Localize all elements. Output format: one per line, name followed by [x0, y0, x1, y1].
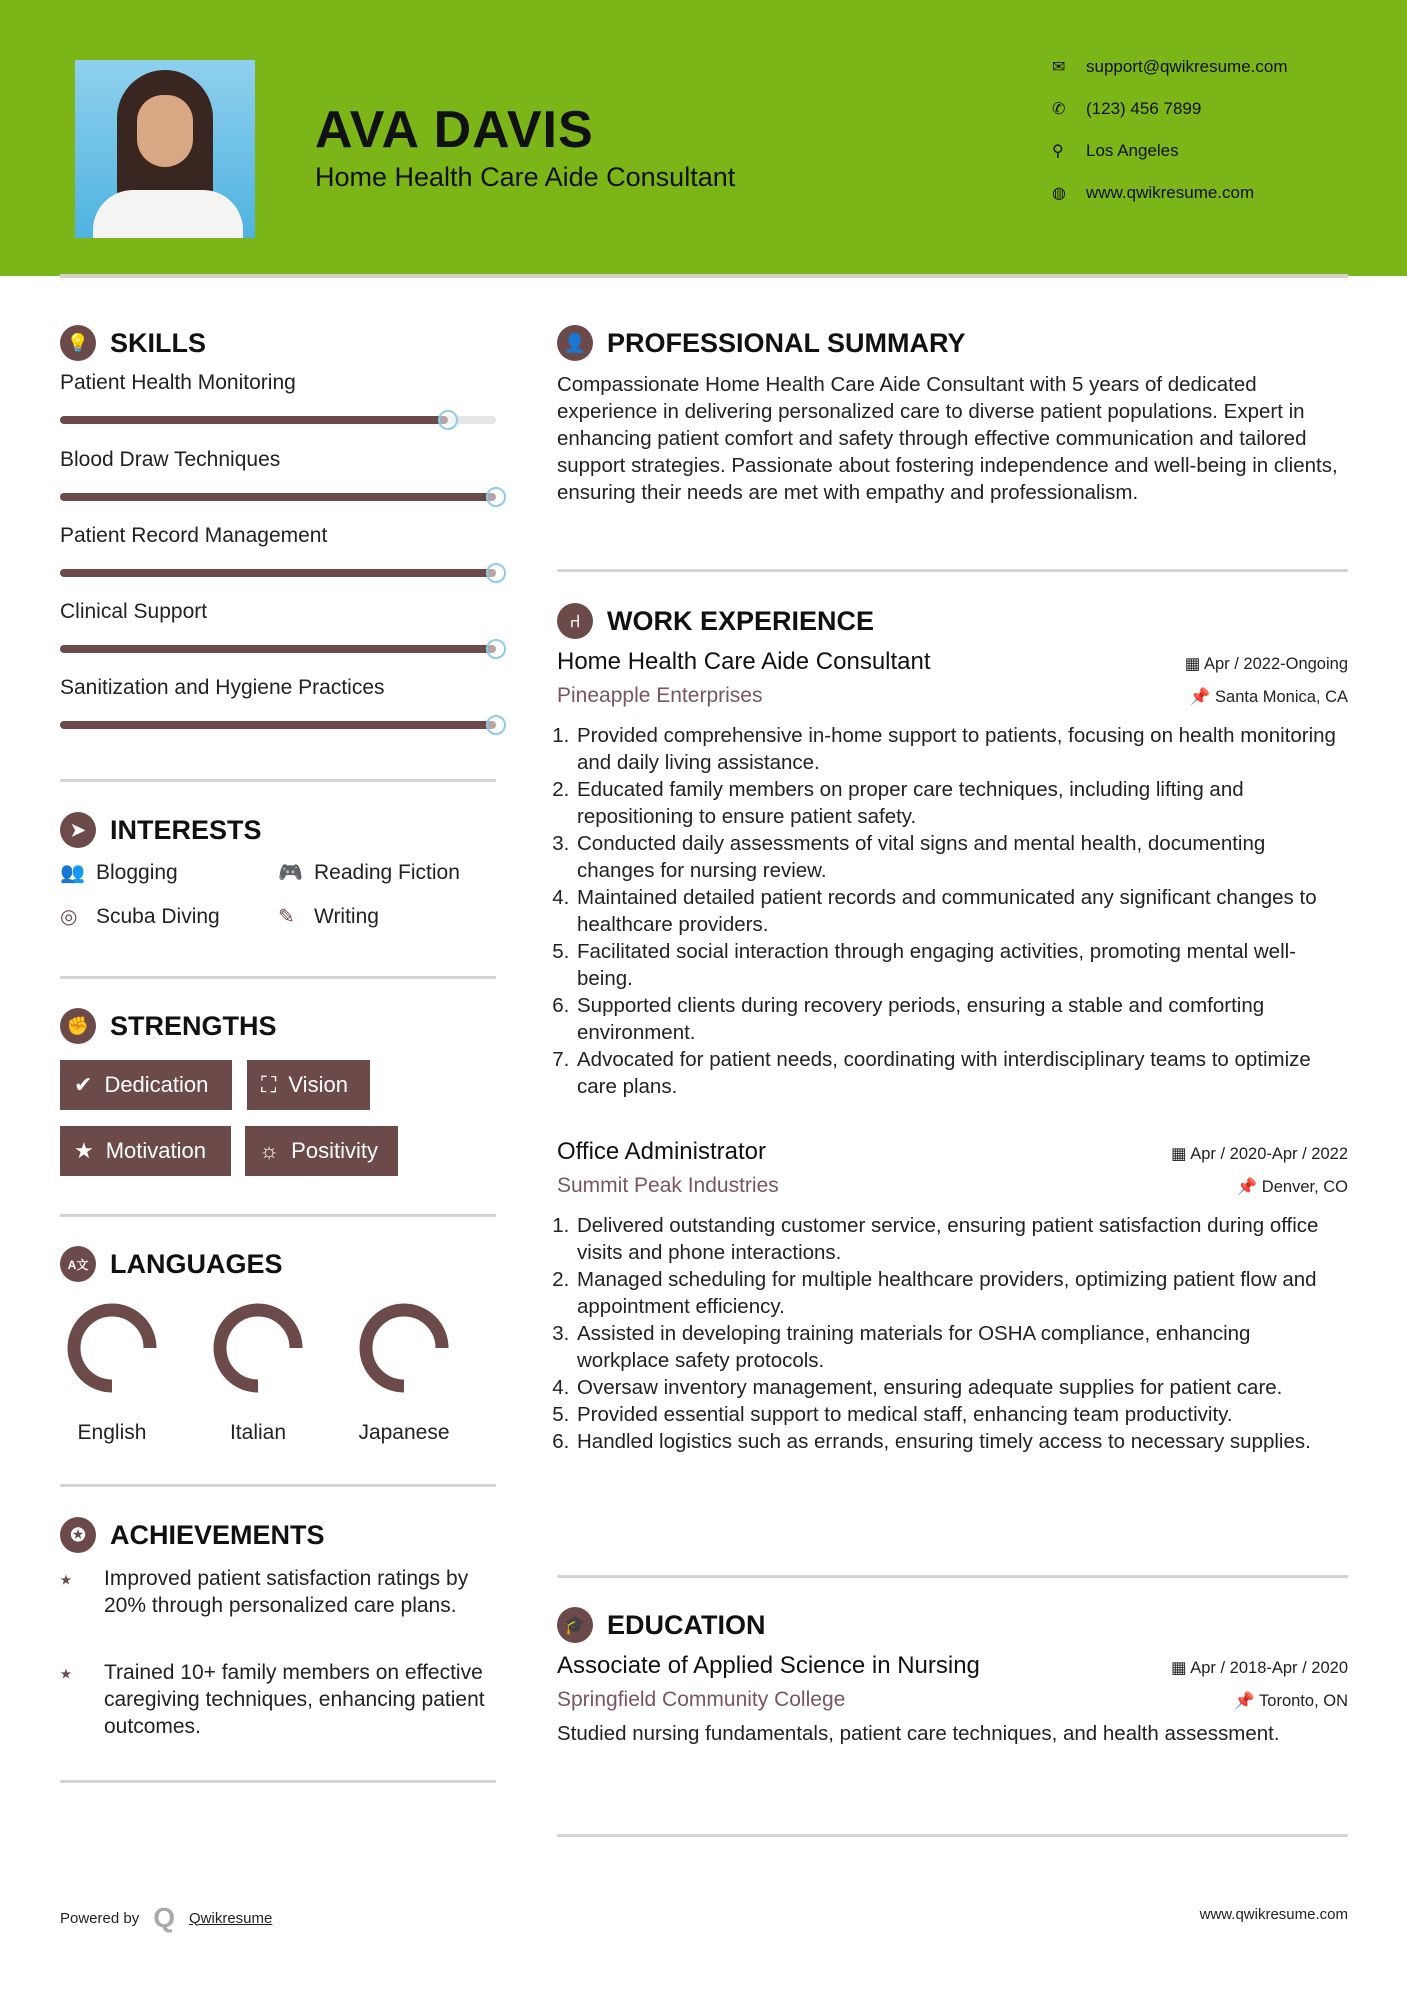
interest-item — [60, 904, 220, 929]
user-icon: 👤 — [557, 325, 593, 361]
divider — [60, 976, 496, 979]
powered-by-text: Powered by — [60, 1909, 140, 1927]
envelope-icon: ✉ — [1052, 59, 1066, 76]
language-ring — [52, 1298, 172, 1398]
footer-powered-by — [60, 1902, 272, 1934]
strength-label: Motivation — [105, 1138, 207, 1163]
skill-bar[interactable] — [60, 416, 496, 424]
bullet-item: 3. Assisted in developing training materials for OSHA compliance, enhancing workplace safety protocols. — [575, 1320, 1348, 1374]
qwikresume-logo-icon: Q — [153, 1902, 175, 1933]
footer-website[interactable]: www.qwikresume.com — [1199, 1906, 1348, 1923]
strength-badge — [60, 1126, 231, 1176]
interest-item — [278, 904, 379, 929]
check-circle-icon: ✔ — [74, 1072, 93, 1097]
bullet-item: 4. Maintained detailed patient records and communicated any significant changes to healthcare providers. — [575, 884, 1348, 938]
job-location — [1237, 1178, 1348, 1197]
heading-text: SKILLS — [110, 327, 207, 358]
job-location — [1190, 688, 1348, 707]
skill-bar-knob[interactable] — [486, 715, 506, 735]
job-bullets — [557, 1212, 1348, 1455]
degree-title: Associate of Applied Science in Nursing — [557, 1652, 980, 1679]
bullet-item: 4. Oversaw inventory management, ensuring adequate supplies for patient care. — [575, 1374, 1348, 1401]
language-item — [52, 1298, 172, 1445]
calendar-icon: ▦ — [1170, 1659, 1191, 1677]
bullet-item: 6. Supported clients during recovery periods, ensuring a stable and comforting environment. — [575, 992, 1348, 1046]
heading-text: WORK EXPERIENCE — [607, 605, 875, 636]
achievement-item — [60, 1659, 500, 1740]
contact-text: support@qwikresume.com — [1086, 57, 1288, 76]
language-ring — [198, 1298, 318, 1398]
achievement-text: Trained 10+ family members on effective caregiving techniques, enhancing patient outcomes. — [104, 1661, 485, 1738]
skill-bar-fill — [60, 569, 496, 577]
pushpin-icon: 📌 — [1236, 1178, 1262, 1196]
strength-label: Dedication — [104, 1072, 209, 1097]
dates-text: Apr / 2018-Apr / 2020 — [1190, 1659, 1348, 1677]
divider — [60, 1484, 496, 1487]
brand-link[interactable]: Qwikresume — [189, 1909, 273, 1927]
bullet-item: 2. Managed scheduling for multiple healthcare providers, optimizing patient flow and appointment efficiency. — [575, 1266, 1348, 1320]
heading-text: STRENGTHS — [110, 1010, 277, 1041]
bullet-item: 2. Educated family members on proper care techniques, including lifting and repositioning to ensure patient safety. — [575, 776, 1348, 830]
candidate-name: AVA DAVIS — [315, 101, 594, 159]
header-divider — [60, 274, 1348, 278]
divider — [60, 1780, 496, 1783]
skill-bar-fill — [60, 416, 448, 424]
company-name: Summit Peak Industries — [557, 1174, 779, 1197]
dates-text: Apr / 2022-Ongoing — [1203, 655, 1348, 673]
globe-icon: ◍ — [1052, 185, 1066, 202]
pencil-icon: ✎ — [278, 906, 295, 928]
achievement-text: Improved patient satisfaction ratings by 20% through personalized care plans. — [104, 1567, 469, 1617]
skills-heading — [60, 325, 206, 361]
interest-label: Scuba Diving — [96, 904, 220, 928]
map-pin-icon: ⚲ — [1052, 143, 1064, 160]
education-location — [1234, 1692, 1348, 1711]
job-dates — [1185, 654, 1348, 674]
skill-label: Patient Health Monitoring — [60, 371, 296, 394]
heading-text: ACHIEVEMENTS — [110, 1519, 325, 1550]
skill-label: Patient Record Management — [60, 524, 328, 547]
job-dates — [1171, 1144, 1348, 1164]
calendar-icon: ▦ — [1184, 655, 1204, 673]
heading-text: EDUCATION — [607, 1609, 766, 1640]
strength-badge — [245, 1126, 398, 1176]
skill-bar[interactable] — [60, 721, 496, 729]
interests-heading — [60, 812, 262, 848]
skill-bar[interactable] — [60, 645, 496, 653]
award-star-icon: ✪ — [60, 1517, 96, 1553]
contact-email[interactable] — [1052, 57, 1288, 77]
strength-badge — [247, 1060, 370, 1110]
profile-photo — [75, 60, 255, 238]
star-icon: ★ — [74, 1138, 94, 1163]
experience-heading — [557, 603, 874, 639]
bullet-item: 6. Handled logistics such as errands, ensuring timely access to necessary supplies. — [575, 1428, 1348, 1455]
language-icon: A文 — [60, 1246, 96, 1282]
contact-website[interactable] — [1052, 183, 1254, 203]
interest-label: Writing — [314, 904, 379, 928]
achievements-heading — [60, 1517, 325, 1553]
stars-icon: ⭑ — [60, 1660, 72, 1685]
contact-phone[interactable] — [1052, 99, 1201, 119]
company-name: Pineapple Enterprises — [557, 684, 763, 707]
skill-label: Sanitization and Hygiene Practices — [60, 676, 385, 699]
education-entry — [557, 1652, 1348, 1747]
fist-icon: ✊ — [60, 1008, 96, 1044]
achievement-item — [60, 1565, 500, 1619]
divider — [557, 1834, 1348, 1837]
education-heading — [557, 1607, 766, 1643]
contact-text: www.qwikresume.com — [1086, 183, 1255, 202]
bullet-item: 5. Provided essential support to medical staff, enhancing team productivity. — [575, 1401, 1348, 1428]
sun-icon: ☼ — [259, 1138, 280, 1163]
job-title: Home Health Care Aide Consultant — [557, 648, 931, 675]
language-label: Japanese — [358, 1421, 450, 1444]
bullet-item: 1. Delivered outstanding customer service, ensuring patient satisfaction during office visits and phone interactions. — [575, 1212, 1348, 1266]
school-name: Springfield Community College — [557, 1688, 846, 1711]
stars-icon: ⭑ — [60, 1566, 72, 1591]
bullet-item: 5. Facilitated social interaction through engaging activities, promoting mental well-being. — [575, 938, 1348, 992]
location-text: Denver, CO — [1261, 1178, 1348, 1196]
divider — [60, 1214, 496, 1217]
languages-heading — [60, 1246, 283, 1282]
divider — [557, 1575, 1348, 1578]
job-bullets — [557, 722, 1348, 1100]
pushpin-icon: 📌 — [1189, 688, 1216, 706]
interest-item — [60, 860, 178, 885]
education-description: Studied nursing fundamentals, patient care techniques, and health assessment. — [557, 1722, 1280, 1745]
location-text: Santa Monica, CA — [1215, 688, 1348, 706]
skill-bar-fill — [60, 721, 496, 729]
bullet-item: 3. Conducted daily assessments of vital signs and mental health, documenting changes for nursing review. — [575, 830, 1348, 884]
lightbulb-icon: 💡 — [60, 325, 96, 361]
divider — [557, 569, 1348, 572]
skill-bar-knob[interactable] — [486, 563, 506, 583]
skill-bar-knob[interactable] — [486, 487, 506, 507]
contact-text: Los Angeles — [1086, 141, 1179, 160]
interest-item — [278, 860, 460, 885]
skill-bar-fill — [60, 645, 496, 653]
job-entry — [557, 648, 1348, 1100]
language-label: Italian — [229, 1421, 287, 1444]
divider — [60, 779, 496, 782]
heading-text: LANGUAGES — [110, 1248, 283, 1279]
strength-label: Positivity — [291, 1138, 378, 1163]
dates-text: Apr / 2020-Apr / 2022 — [1190, 1145, 1348, 1163]
paper-plane-icon: ➤ — [60, 812, 96, 848]
skill-bar-knob[interactable] — [438, 410, 458, 430]
job-title: Office Administrator — [557, 1138, 766, 1165]
job-entry — [557, 1138, 1348, 1455]
contact-text: (123) 456 7899 — [1086, 99, 1202, 118]
strength-label: Vision — [288, 1072, 348, 1097]
contact-location — [1052, 141, 1179, 161]
office-chair-icon: ⑁ — [557, 603, 593, 639]
skill-label: Blood Draw Techniques — [60, 448, 281, 471]
pushpin-icon: 📌 — [1234, 1692, 1260, 1710]
skill-label: Clinical Support — [60, 600, 208, 623]
interest-label: Reading Fiction — [314, 860, 460, 884]
summary-text: Compassionate Home Health Care Aide Consultant with 5 years of dedicated experience in delivering personalized care to diverse patient populations. Expert in enhancing patient comfort and safety through effective communication and tailored support strategies. Passionate about fostering independence and well-being in clients, ensuring their needs are met with empathy and professionalism. — [557, 373, 1338, 504]
location-text: Toronto, ON — [1259, 1692, 1348, 1710]
language-label: English — [77, 1421, 147, 1444]
life-ring-icon: ◎ — [60, 906, 78, 928]
language-ring — [344, 1298, 464, 1398]
bullet-item: 7. Advocated for patient needs, coordinating with interdisciplinary teams to optimize care plans. — [575, 1046, 1348, 1100]
strengths-heading — [60, 1008, 277, 1044]
skill-bar[interactable] — [60, 493, 496, 501]
language-item — [198, 1298, 318, 1445]
gamepad-icon: 🎮 — [278, 862, 303, 884]
summary-heading — [557, 325, 966, 361]
calendar-icon: ▦ — [1170, 1145, 1191, 1163]
interest-label: Blogging — [96, 860, 178, 884]
phone-icon: ✆ — [1052, 101, 1066, 118]
users-icon: 👥 — [60, 862, 85, 884]
binoculars-icon: ⛶ — [261, 1072, 277, 1097]
language-item — [344, 1298, 464, 1445]
skill-bar-fill — [60, 493, 496, 501]
skill-bar[interactable] — [60, 569, 496, 577]
heading-text: PROFESSIONAL SUMMARY — [607, 327, 966, 358]
strength-badge — [60, 1060, 232, 1110]
heading-text: INTERESTS — [110, 814, 262, 845]
candidate-title: Home Health Care Aide Consultant — [315, 162, 736, 192]
education-dates — [1171, 1658, 1348, 1678]
bullet-item: 1. Provided comprehensive in-home support to patients, focusing on health monitoring and daily living assistance. — [575, 722, 1348, 776]
skill-bar-knob[interactable] — [486, 639, 506, 659]
graduate-icon: 🎓 — [557, 1607, 593, 1643]
